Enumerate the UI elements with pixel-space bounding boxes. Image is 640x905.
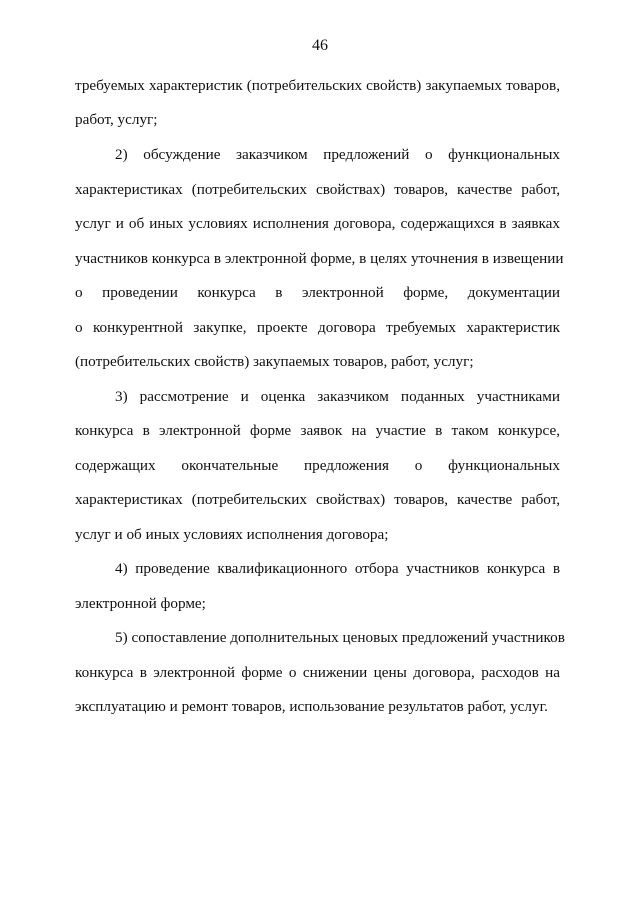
paragraph-first-line: 4) проведение квалификационного отбора участников конкурса в xyxy=(115,560,560,577)
text-line: содержащих окончательные предложения о функциональных xyxy=(75,457,560,474)
text-line: конкурса в электронной форме о снижении цены договора, расходов на xyxy=(75,664,560,681)
text-line: работ, услуг; xyxy=(75,111,158,128)
text-line: о проведении конкурса в электронной форме, документации xyxy=(75,284,560,301)
text-line: электронной форме; xyxy=(75,595,206,612)
text-line: характеристиках (потребительских свойствах) товаров, качестве работ, xyxy=(75,181,560,198)
text-line: участников конкурса в электронной форме, в целях уточнения в извещении xyxy=(75,250,564,267)
text-line: (потребительских свойств) закупаемых товаров, работ, услуг; xyxy=(75,353,474,370)
text-line: характеристиках (потребительских свойствах) товаров, качестве работ, xyxy=(75,491,560,508)
page-number: 46 xyxy=(312,37,328,54)
text-line: требуемых характеристик (потребительских свойств) закупаемых товаров, xyxy=(75,77,560,94)
text-line: о конкурентной закупке, проекте договора требуемых характеристик xyxy=(75,319,560,336)
paragraph-first-line: 3) рассмотрение и оценка заказчиком поданных участниками xyxy=(115,388,560,405)
text-line: конкурса в электронной форме заявок на участие в таком конкурсе, xyxy=(75,422,560,439)
text-line: услуг и об иных условиях исполнения договора; xyxy=(75,526,389,543)
text-line: эксплуатацию и ремонт товаров, использование результатов работ, услуг. xyxy=(75,698,548,715)
paragraph-first-line: 2) обсуждение заказчиком предложений о функциональных xyxy=(115,146,560,163)
paragraph-first-line: 5) сопоставление дополнительных ценовых предложений участников xyxy=(115,629,565,646)
text-line: услуг и об иных условиях исполнения договора, содержащихся в заявках xyxy=(75,215,560,232)
